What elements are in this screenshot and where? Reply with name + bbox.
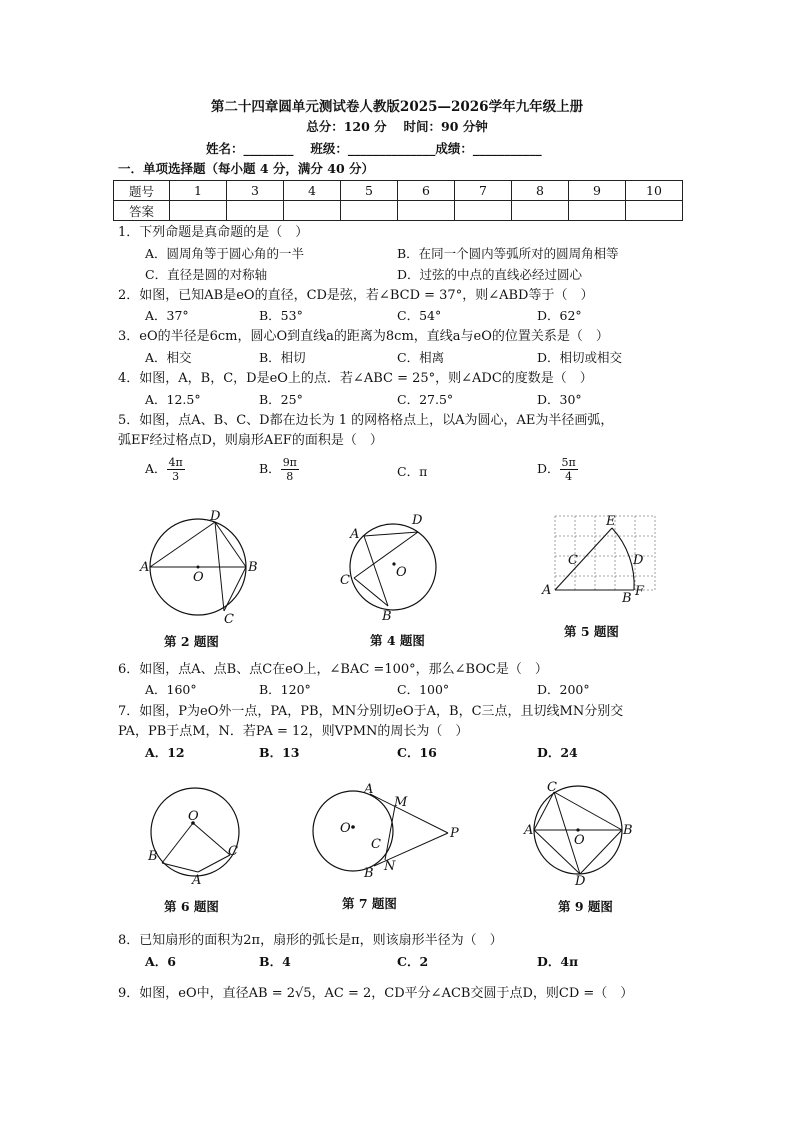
figure-q6-caption: 第 6 题图 <box>164 899 219 914</box>
q3-option-a[interactable]: A．相交 <box>145 350 192 365</box>
figure-q2-caption: 第 2 题图 <box>164 634 219 649</box>
svg-text:E: E <box>606 514 616 529</box>
q5-option-d-fraction <box>560 456 578 483</box>
q5-option-d[interactable] <box>537 456 578 483</box>
q5-option-b[interactable] <box>259 456 299 483</box>
q8-stem: 8．已知扇形的面积为2π，扇形的弧长是π，则该扇形半径为（ ） <box>118 933 503 948</box>
svg-text:D: D <box>412 513 423 528</box>
q3-option-b[interactable]: B．相切 <box>259 350 306 365</box>
figure-q4-caption: 第 4 题图 <box>370 633 425 648</box>
q6-option-d[interactable]: D．200° <box>537 682 590 697</box>
q7-option-d[interactable]: D．24 <box>537 745 578 760</box>
figure-q7 <box>310 782 460 881</box>
svg-text:B: B <box>622 591 632 606</box>
svg-text:C: C <box>228 844 238 859</box>
q8-option-a[interactable]: A．6 <box>145 954 176 969</box>
q5-stem-line1: 5．如图，点A、B、C、D都在边长为 1 的网格格点上，以A为圆心，AE为半径画弧， <box>118 413 614 428</box>
q4-option-b[interactable]: B．25° <box>259 392 303 407</box>
table-cell: 6 <box>398 181 455 201</box>
q3-option-c[interactable]: C．相离 <box>397 350 445 365</box>
figure-q2 <box>140 510 270 625</box>
svg-text:P: P <box>450 826 459 841</box>
q4-stem: 4．如图，A，B，C，D是eO上的点．若∠ABC = 25°，则∠ADC的度数是（ ） <box>118 371 593 386</box>
q6-stem: 6．如图，点A、点B、点C在eO上，∠BAC =100°，那么∠BOC是（ ） <box>118 662 548 677</box>
table-row <box>114 181 683 201</box>
q3-stem: 3．eO的半径是6cm，圆心O到直线a的距离为8cm，直线a与eO的位置关系是（ ） <box>118 329 609 344</box>
q3-option-d[interactable]: D．相切或相交 <box>537 350 623 365</box>
svg-text:B: B <box>148 849 158 864</box>
section-heading: 一．单项选择题（每小题 4 分，满分 40 分） <box>118 161 375 176</box>
figure-q9 <box>524 780 638 889</box>
table-cell: 8 <box>512 181 569 201</box>
svg-text:A: A <box>140 560 150 575</box>
table-cell: 1 <box>170 181 227 201</box>
q1-option-a[interactable]: A．圆周角等于圆心角的一半 <box>145 246 305 261</box>
answer-cell[interactable] <box>398 201 455 221</box>
figure-q5-caption: 第 5 题图 <box>564 624 619 639</box>
q6-option-b[interactable]: B．120° <box>259 682 311 697</box>
figure-q4 <box>336 510 446 625</box>
table-cell: 3 <box>227 181 284 201</box>
q2-option-c[interactable]: C．54° <box>397 308 442 323</box>
svg-text:O: O <box>396 565 407 580</box>
answer-cell[interactable] <box>341 201 398 221</box>
svg-text:C: C <box>340 573 350 588</box>
svg-text:F: F <box>635 584 645 599</box>
svg-text:D: D <box>210 509 221 524</box>
svg-text:B: B <box>623 823 633 838</box>
q7-stem-line2: PA，PB于点M，N．若PA = 12，则VPMN的周长为（ ） <box>118 724 469 739</box>
answer-cell[interactable] <box>227 201 284 221</box>
q8-option-d[interactable]: D．4π <box>537 954 579 969</box>
numerator: 9π <box>282 456 297 469</box>
svg-text:A: A <box>524 823 534 838</box>
q4-option-c[interactable]: C．27.5° <box>397 392 454 407</box>
figure-q9-caption: 第 9 题图 <box>558 899 613 914</box>
q6-option-c[interactable]: C．100° <box>397 682 450 697</box>
page-title: 第二十四章圆单元测试卷人教版2025—2026学年九年级上册 <box>210 99 584 115</box>
svg-text:B: B <box>382 609 392 624</box>
q7-option-b[interactable]: B．13 <box>259 745 300 760</box>
figure-q7-caption: 第 7 题图 <box>342 896 397 911</box>
table-cell: 7 <box>455 181 512 201</box>
q2-option-a[interactable]: A．37° <box>145 308 189 323</box>
q8-option-c[interactable]: C．2 <box>397 954 429 969</box>
q5-stem-line2: 弧EF经过格点D，则扇形AEF的面积是（ ） <box>118 433 383 448</box>
q6-option-a[interactable]: A．160° <box>145 682 197 697</box>
table-cell: 5 <box>341 181 398 201</box>
svg-text:O: O <box>188 809 199 824</box>
q1-option-d[interactable]: D．过弦的中点的直线必经过圆心 <box>397 267 583 282</box>
q5-option-d-label: D． <box>537 461 560 476</box>
denominator: 3 <box>172 470 180 483</box>
svg-text:D: D <box>575 874 586 889</box>
q1-stem: 1．下列命题是真命题的是（ ） <box>118 225 309 240</box>
q9-stem: 9．如图，eO中，直径AB = 2√5，AC = 2，CD平分∠ACB交圆于点D，则CD =（ ） <box>118 986 634 1001</box>
answer-cell[interactable] <box>284 201 341 221</box>
answer-cell[interactable] <box>626 201 683 221</box>
q5-option-b-fraction <box>281 456 299 483</box>
svg-text:A: A <box>364 782 374 797</box>
svg-text:C: C <box>371 837 381 852</box>
answer-cell[interactable] <box>455 201 512 221</box>
denominator: 4 <box>565 470 573 483</box>
exam-meta: 总分：120 分 时间：90 分钟 <box>306 119 488 134</box>
q2-option-d[interactable]: D．62° <box>537 308 582 323</box>
table-cell: 9 <box>569 181 626 201</box>
svg-text:C: C <box>224 612 234 627</box>
q5-option-a-fraction <box>167 456 185 483</box>
numerator: 4π <box>168 456 183 469</box>
figure-q5 <box>540 514 665 614</box>
svg-text:O: O <box>574 833 585 848</box>
q5-option-a-label: A． <box>145 461 167 476</box>
q1-option-c[interactable]: C．直径是圆的对称轴 <box>145 267 268 282</box>
svg-text:N: N <box>384 859 396 874</box>
answer-cell[interactable] <box>170 201 227 221</box>
answer-cell[interactable] <box>512 201 569 221</box>
svg-text:M: M <box>394 795 408 810</box>
table-cell: 10 <box>626 181 683 201</box>
student-fields: 姓名：________ 班级：______________成绩：___________ <box>206 141 542 156</box>
table-row <box>114 201 683 221</box>
svg-text:D: D <box>633 553 644 568</box>
svg-text:O: O <box>193 570 204 585</box>
numerator: 5π <box>561 456 576 469</box>
table-cell: 答案 <box>114 201 170 221</box>
q5-option-a[interactable] <box>145 456 185 483</box>
svg-text:C: C <box>547 780 557 795</box>
q7-stem-line1: 7．如图，P为eO外一点，PA，PB，MN分别切eO于A，B，C三点，且切线MN分别交 <box>118 704 624 719</box>
svg-text:A: A <box>192 873 202 888</box>
q5-option-c[interactable]: C．π <box>397 464 428 479</box>
table-cell: 题号 <box>114 181 170 201</box>
svg-text:C: C <box>568 553 578 568</box>
denominator: 8 <box>286 470 294 483</box>
table-cell: 4 <box>284 181 341 201</box>
q7-option-a[interactable]: A．12 <box>145 745 185 760</box>
svg-text:B: B <box>248 560 258 575</box>
q5-option-b-label: B． <box>259 461 281 476</box>
q7-option-c[interactable]: C．16 <box>397 745 437 760</box>
q1-option-b[interactable]: B．在同一个圆内等弧所对的圆周角相等 <box>397 246 619 261</box>
svg-text:B: B <box>364 866 374 881</box>
q2-option-b[interactable]: B．53° <box>259 308 303 323</box>
figure-q6 <box>140 780 250 888</box>
q8-option-b[interactable]: B．4 <box>259 954 291 969</box>
svg-text:O: O <box>340 821 351 836</box>
answer-cell[interactable] <box>569 201 626 221</box>
answer-table <box>113 180 683 221</box>
svg-text:A: A <box>350 527 360 542</box>
q2-stem: 2．如图，已知AB是eO的直径，CD是弦，若∠BCD = 37°，则∠ABD等于（ ） <box>118 288 594 303</box>
q4-option-a[interactable]: A．12.5° <box>145 392 201 407</box>
q4-option-d[interactable]: D．30° <box>537 392 582 407</box>
svg-text:A: A <box>542 583 552 598</box>
